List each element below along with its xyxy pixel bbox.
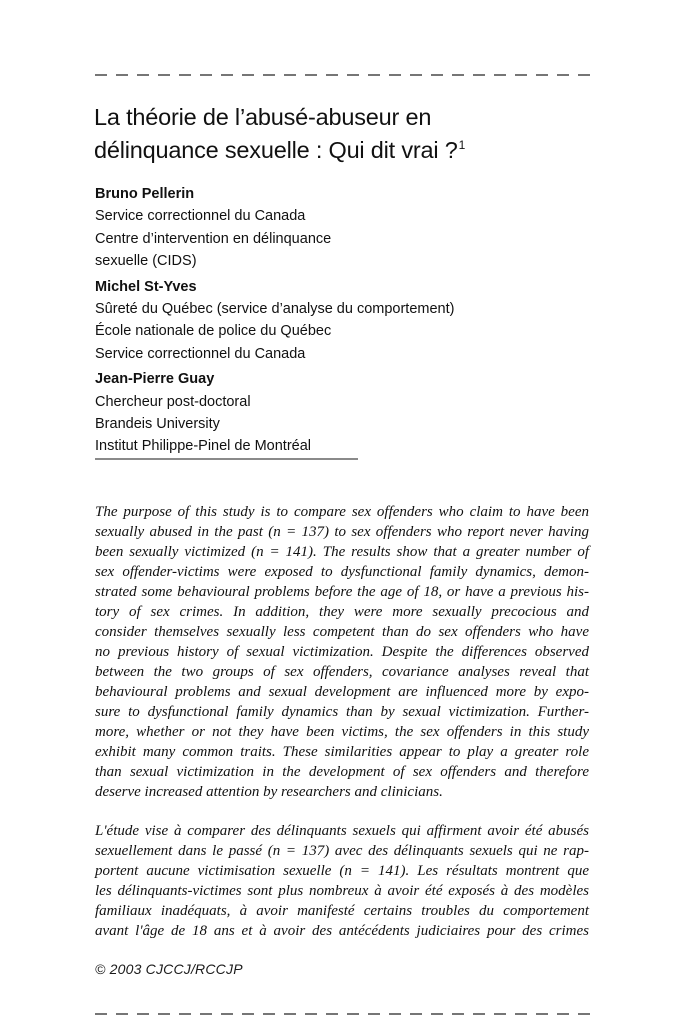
abstract-line: L'étude vise à comparer des délinquants sexuels qui affirment avoir été abusés <box>95 823 589 839</box>
abstract-line: avant l'âge de 18 ans et à avoir des antécédents judiciaires pour des crimes <box>95 923 589 939</box>
title-line-1: La théorie de l’abusé-abuseur en <box>94 104 432 130</box>
author-name: Bruno Pellerin <box>95 186 195 202</box>
abstract-line: sexually abused in the past (n = 137) to sex offenders who report never having <box>95 524 589 540</box>
author-name: Michel St-Yves <box>95 278 197 295</box>
author-michel-st-yves <box>95 276 595 366</box>
copyright-notice: © 2003 CJCCJ/RCCJP <box>95 961 243 977</box>
author-block <box>95 183 595 461</box>
bottom-dashed-divider <box>95 1013 592 1015</box>
abstract-line: more, whether or not they have been victims, the sex offenders in this study <box>95 724 589 740</box>
author-jean-pierre-guay <box>95 368 595 458</box>
abstract-line: been sexually victimized (n = 141). The results show that a greater number of <box>95 544 589 560</box>
abstract-line: deserve increased attention by researchers and clinicians. <box>95 784 443 800</box>
title-line-2: délinquance sexuelle : Qui dit vrai ? <box>94 137 458 163</box>
author-affiliation: sexuelle (CIDS) <box>95 253 197 270</box>
top-dashed-divider <box>95 74 592 76</box>
abstract-line: behavioural problems and sexual development are influenced more by expo- <box>95 684 589 700</box>
title-footnote-marker: 1 <box>458 138 466 152</box>
abstract-line: sex offender-victims were exposed to dysfunctional family dynamics, demon- <box>95 564 589 580</box>
abstract-english <box>95 502 589 802</box>
author-name: Jean-Pierre Guay <box>95 371 215 388</box>
abstract-line: familiaux inadéquats, à avoir manifesté certains troubles du comportement <box>95 903 589 919</box>
author-affiliation: Sûreté du Québec (service d’analyse du comportement) <box>95 301 455 318</box>
author-affiliation: Institut Philippe-Pinel de Montréal <box>95 438 312 455</box>
abstract-line: strated some behavioural problems before the age of 18, or have a previous his- <box>95 584 589 600</box>
author-affiliation: Service correctionnel du Canada <box>95 345 306 362</box>
abstract-line: between the two groups of sex offenders, covariance analyses reveal that <box>95 664 589 680</box>
abstract-line: portent aucune victimisation sexuelle (n = 141). Les résultats montrent que <box>95 863 589 879</box>
author-affiliation: École nationale de police du Québec <box>95 323 332 340</box>
abstract-line: consider themselves sexually less competent than do sex offenders who have <box>95 624 589 640</box>
article-title <box>94 101 634 171</box>
abstract-line: The purpose of this study is to compare sex offenders who claim to have been <box>95 504 589 520</box>
abstract-line: than sexual victimization in the development of sex offenders and therefore <box>95 764 589 780</box>
abstract-french <box>95 821 589 941</box>
abstract-line: tory of sex crimes. In addition, they were more sexually precocious and <box>95 604 589 620</box>
author-affiliation: Brandeis University <box>95 416 220 433</box>
abstract-line: sexuellement dans le passé (n = 137) avec des délinquants sexuels qui ne rap- <box>95 843 589 859</box>
abstract-line: exhibit many common traits. These similarities appear to play a greater role <box>95 744 589 760</box>
author-bruno-pellerin <box>95 183 595 273</box>
abstract-line: les délinquants-victimes sont plus nombreux à avoir été exposés à des modèles <box>95 883 589 899</box>
abstract-line: sure to dysfunctional family dynamics than by sexual victimization. Further- <box>95 704 589 720</box>
author-affiliation: Centre d’intervention en délinquance <box>95 230 332 247</box>
separator-rule <box>95 458 358 460</box>
abstract-line: no previous history of sexual victimization. Despite the differences observed <box>95 644 589 660</box>
author-affiliation: Chercheur post-doctoral <box>95 393 251 410</box>
author-affiliation: Service correctionnel du Canada <box>95 208 306 225</box>
